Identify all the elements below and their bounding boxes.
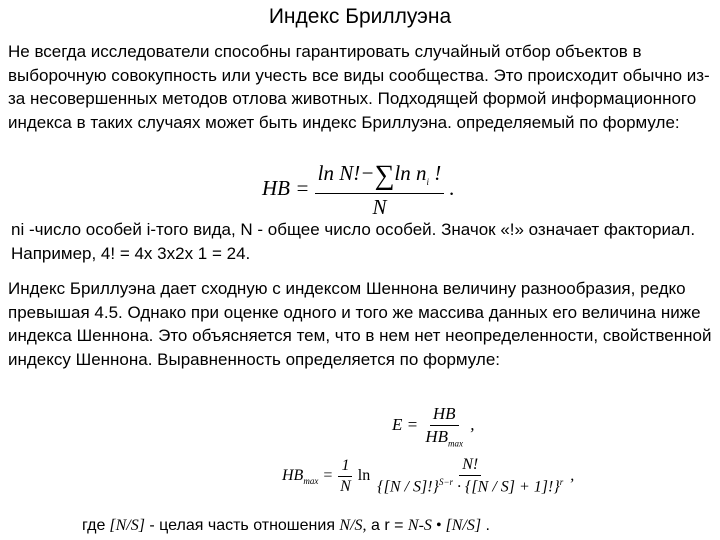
- num-part-c: !: [429, 161, 442, 185]
- num-subscript: i: [426, 177, 430, 188]
- formula2-trail: ,: [470, 415, 475, 435]
- hbmax-label: HB: [282, 466, 304, 484]
- den-dot: ·: [453, 478, 466, 496]
- formula3-trail: ,: [570, 466, 575, 484]
- formula3-equals: =: [322, 466, 334, 484]
- formula3-fraction: [374, 456, 566, 496]
- hbmax-formula: [282, 456, 574, 496]
- coef-numerator: 1: [338, 457, 352, 477]
- formula2-numerator: HB: [430, 404, 459, 426]
- intro-paragraph: Не всегда исследователи способны гарантировать случайный отбор объектов в выборочную совокупность или учесть все виды сообщества. Это происходит обычно из-за несовершенных методов отлова животных. Подходящей формой информационного индекса в таких случаях может быть индекс Бриллуэна. определяемый по формуле:: [8, 42, 710, 132]
- footnote: [82, 517, 682, 535]
- evenness-formula: [392, 404, 475, 448]
- formula1-fraction: [315, 160, 445, 220]
- page-title: Индекс Бриллуэна: [268, 5, 452, 28]
- note-t3: N/S,: [339, 517, 367, 534]
- den-sup2: r: [559, 477, 564, 487]
- formula1-lhs: HB =: [262, 175, 310, 200]
- num-part-a: ln N!−: [317, 161, 375, 185]
- note-t5: N-S • [N/S]: [407, 517, 482, 534]
- formula3-numerator: N!: [459, 456, 481, 476]
- formula1-denominator: N: [372, 195, 387, 219]
- formula2-fraction: [422, 404, 466, 448]
- den-part2: {[N / S] + 1]!}: [465, 478, 560, 496]
- den-subscript: max: [448, 438, 464, 449]
- formula2-lhs: E =: [392, 415, 419, 435]
- coef-denominator: N: [340, 477, 351, 495]
- den-hb: HB: [425, 427, 449, 446]
- den-sup1: S−r: [438, 477, 454, 487]
- comparison-paragraph: Индекс Бриллуэна дает сходную с индексом Шеннона величину разнообразия, редко превышая 4.5. Однако при оценке одного и того же массива данных его величина ниже индекса Шеннона. Это объясняется тем, что в нем нет неопределенности, свойственной индексу Шеннона. Выравненность определяется по формуле:: [8, 279, 712, 369]
- formula1-trail: .: [449, 175, 455, 200]
- formula3-coefficient: [337, 457, 354, 496]
- brillouin-formula: [262, 160, 455, 220]
- formula3-ln: ln: [357, 466, 371, 484]
- definitions-paragraph: ni -число особей i-того вида, N - общее число особей. Значок «!» означает факториал. Например, 4! = 4х 3х2х 1 = 24.: [11, 220, 696, 263]
- note-t4: а r =: [366, 517, 408, 534]
- hbmax-subscript: max: [303, 476, 319, 487]
- sigma-symbol: ∑: [374, 160, 395, 191]
- formula3-denominator: [374, 476, 566, 496]
- formula1-numerator: [315, 160, 445, 194]
- note-t1: [N/S]: [109, 517, 145, 534]
- formula2-denominator: [422, 426, 466, 448]
- den-part1: {[N / S]!}: [377, 478, 439, 496]
- note-prefix: где: [82, 517, 106, 534]
- formula3-lhs: [282, 466, 319, 487]
- num-part-b: ln n: [394, 161, 427, 185]
- note-t2: - целая часть отношения: [144, 517, 340, 534]
- note-t6: .: [481, 517, 490, 534]
